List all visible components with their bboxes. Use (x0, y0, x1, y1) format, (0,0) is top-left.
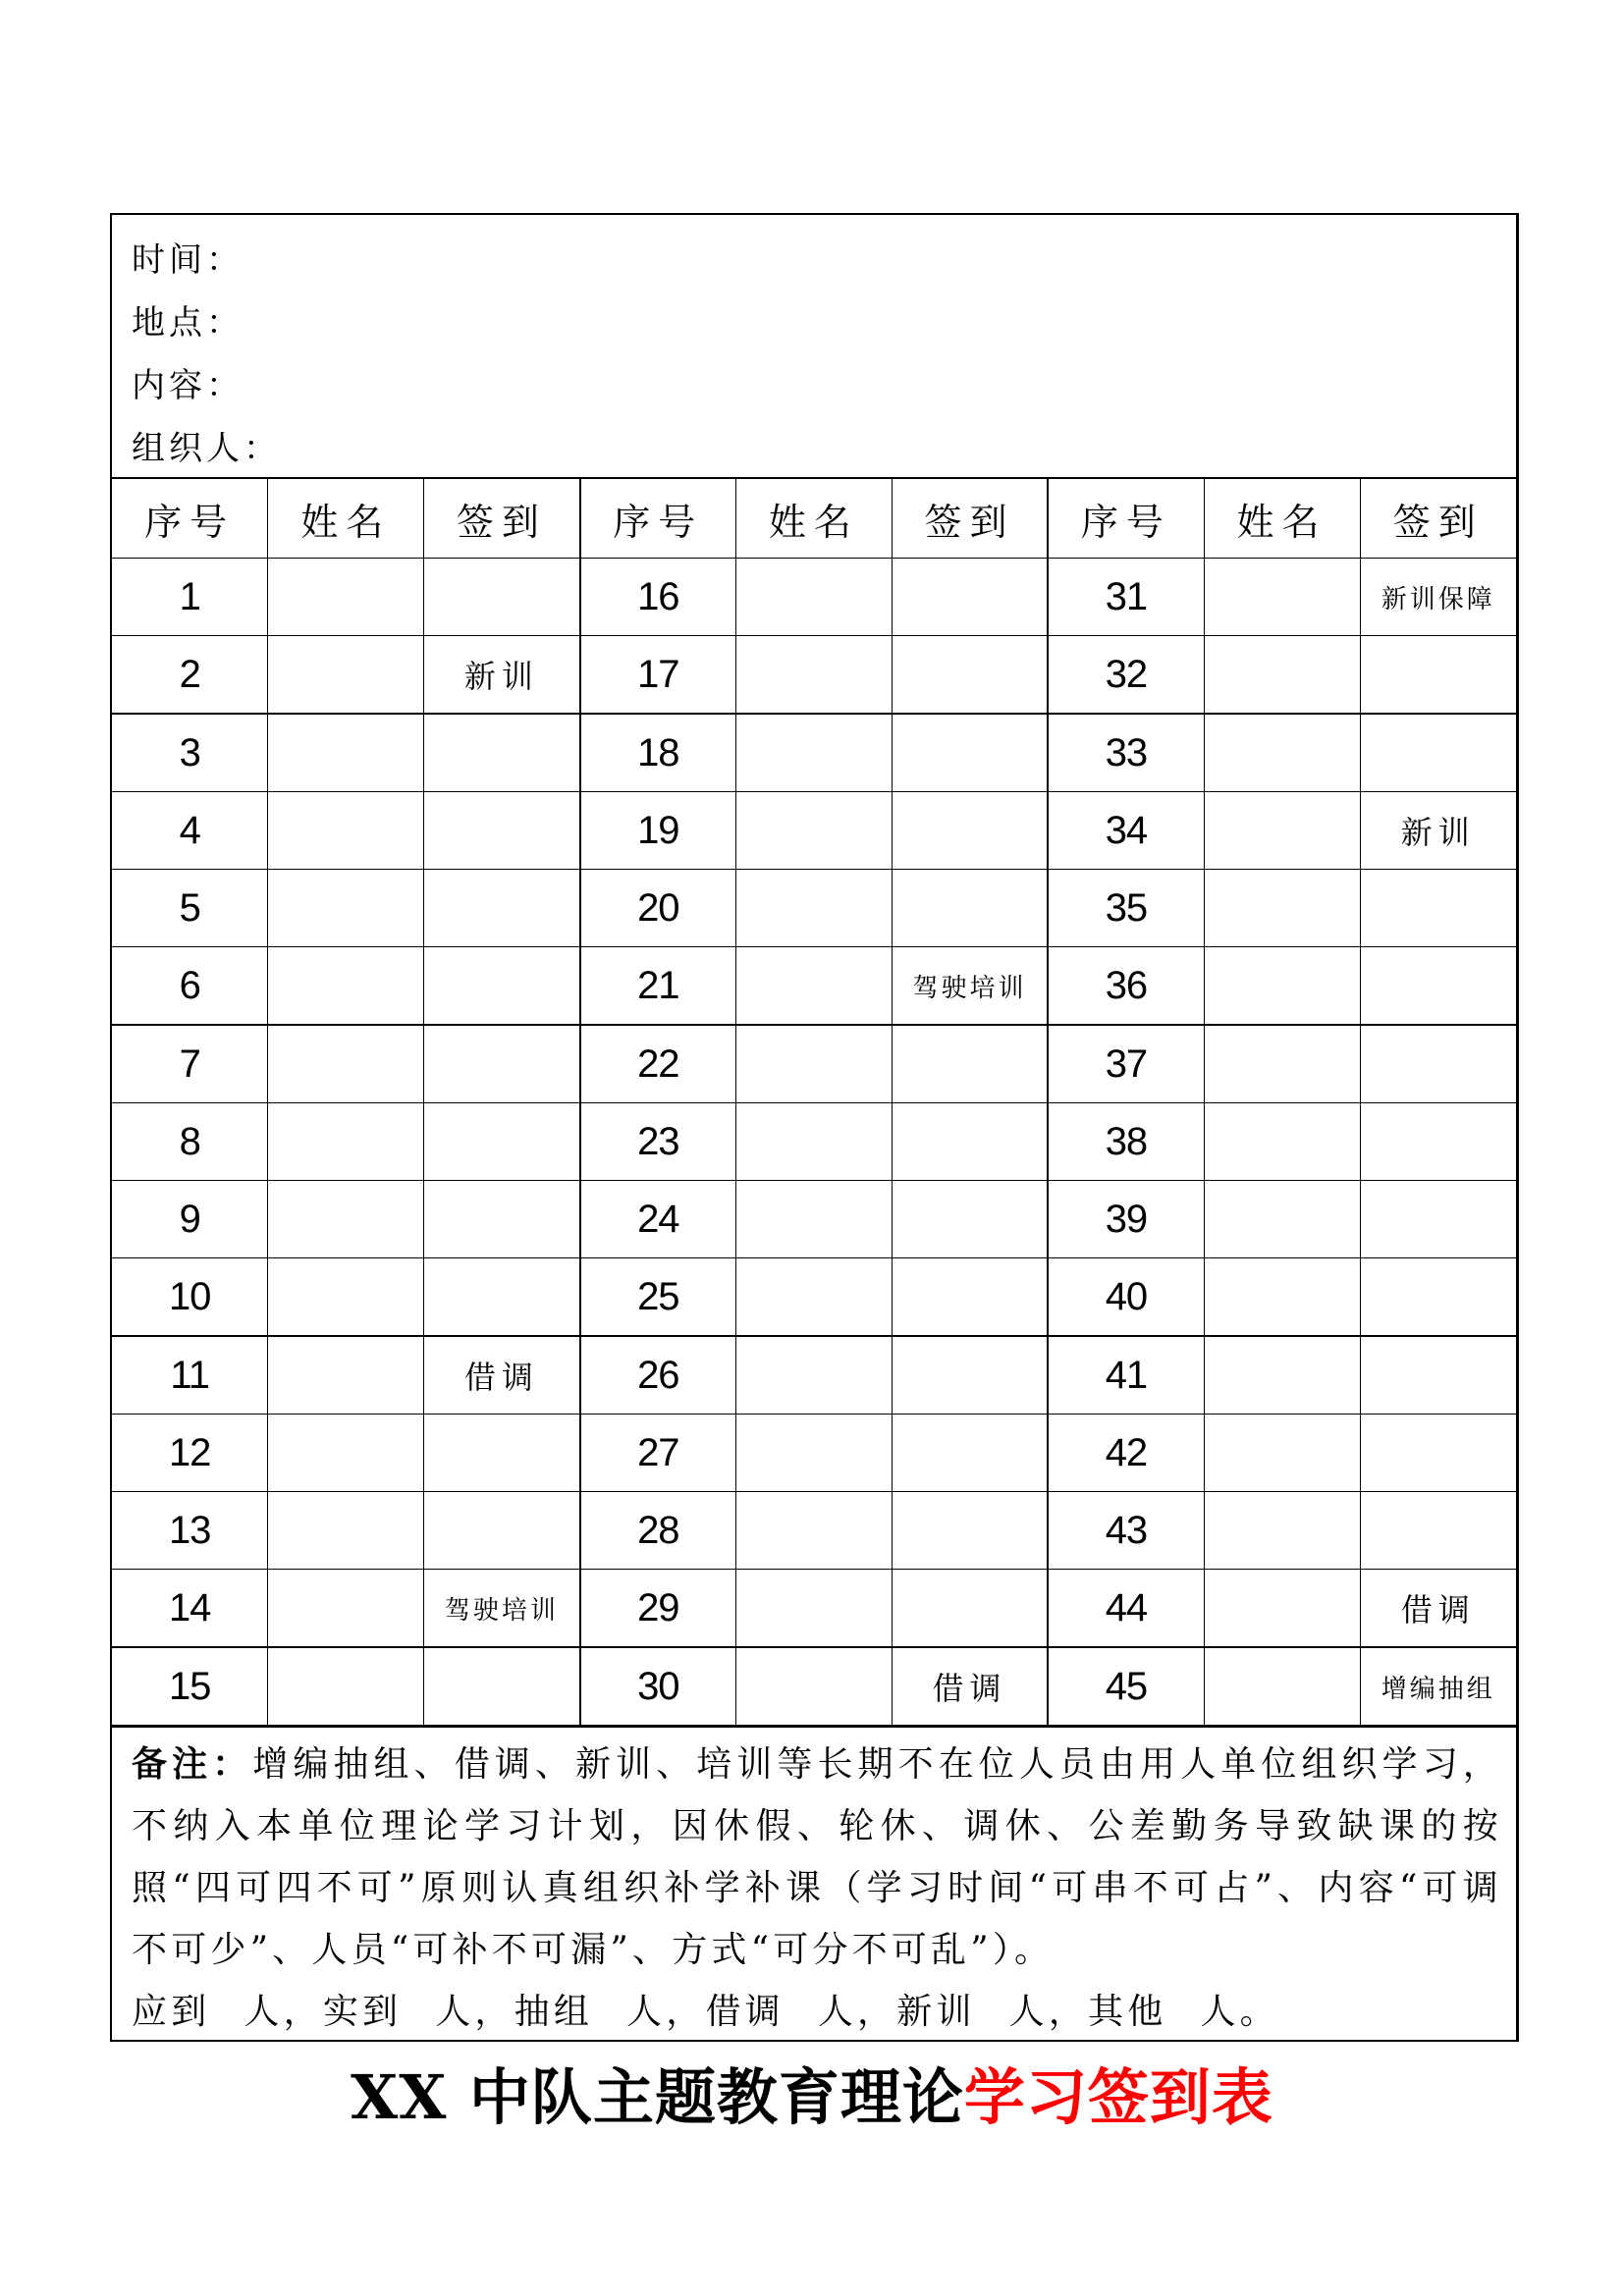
sign-cell[interactable] (424, 1258, 580, 1337)
sign-cell[interactable] (1360, 870, 1516, 947)
sign-cell[interactable]: 驾驶培训 (892, 947, 1048, 1026)
row-number-cell: 16 (580, 559, 736, 636)
name-cell[interactable] (268, 1336, 424, 1415)
table-row (112, 1415, 1516, 1492)
name-cell[interactable] (736, 792, 893, 870)
name-cell[interactable] (268, 870, 424, 947)
name-cell[interactable] (268, 1258, 424, 1337)
place-field[interactable]: 地点： (132, 303, 244, 343)
row-number-cell: 22 (580, 1025, 736, 1103)
row-number-cell: 19 (580, 792, 736, 870)
table-row (112, 1336, 1516, 1415)
table-row (112, 1570, 1516, 1648)
name-cell[interactable] (736, 559, 893, 636)
sign-cell[interactable] (892, 559, 1048, 636)
sign-cell[interactable] (1360, 1415, 1516, 1492)
row-number-cell: 31 (1048, 559, 1204, 636)
sign-cell[interactable] (424, 947, 580, 1026)
name-cell[interactable] (1204, 1025, 1360, 1103)
sign-cell[interactable]: 借调 (892, 1647, 1048, 1726)
name-cell[interactable] (1204, 1103, 1360, 1181)
row-number-cell: 27 (580, 1415, 736, 1492)
tally-label: 借调 (705, 1992, 785, 2032)
sign-cell[interactable] (892, 1492, 1048, 1570)
name-cell[interactable] (268, 1647, 424, 1726)
name-cell[interactable] (268, 636, 424, 715)
table-row (112, 1258, 1516, 1337)
page-title (0, 2054, 1624, 2142)
row-number-cell: 41 (1048, 1336, 1204, 1415)
name-cell[interactable] (736, 1258, 893, 1337)
sign-cell[interactable] (892, 792, 1048, 870)
header-name: 姓名 (268, 479, 424, 559)
sign-cell[interactable] (892, 636, 1048, 715)
row-number-cell: 40 (1048, 1258, 1204, 1337)
row-number-cell: 14 (112, 1570, 268, 1648)
tally-label: 应到 (132, 1992, 211, 2032)
table-row (112, 1647, 1516, 1726)
meeting-info (112, 215, 1516, 479)
name-cell[interactable] (268, 1181, 424, 1258)
sign-cell[interactable] (892, 870, 1048, 947)
name-cell[interactable] (736, 1647, 893, 1726)
row-number-cell: 24 (580, 1181, 736, 1258)
name-cell[interactable] (1204, 792, 1360, 870)
row-number-cell: 7 (112, 1025, 268, 1103)
row-number-cell: 45 (1048, 1647, 1204, 1726)
row-number-cell: 17 (580, 636, 736, 715)
row-number-cell: 23 (580, 1103, 736, 1181)
sign-cell[interactable]: 借调 (424, 1336, 580, 1415)
table-row (112, 1025, 1516, 1103)
sign-cell[interactable] (424, 1181, 580, 1258)
name-cell[interactable] (1204, 870, 1360, 947)
sign-cell[interactable]: 驾驶培训 (424, 1570, 580, 1648)
row-number-cell: 42 (1048, 1415, 1204, 1492)
name-cell[interactable] (268, 714, 424, 792)
row-number-cell: 44 (1048, 1570, 1204, 1648)
sign-cell[interactable]: 新训 (424, 636, 580, 715)
notes-text: 增编抽组、借调、新训、培训等长期不在位人员由用人单位组织学习，不纳入本单位理论学习计划，因休假、轮休、调休、公差勤务导致缺课的按照“四可四不可”原则认真组织补学补课（学习时间“可串不可占”、内容“可调不可少”、人员“可补不可漏”、方式“可分不可乱”）。 (132, 1744, 1503, 1970)
name-cell[interactable] (1204, 1181, 1360, 1258)
attendance-tally (132, 1992, 1279, 2032)
row-number-cell: 18 (580, 714, 736, 792)
tally-unit: 人， (817, 1992, 897, 2032)
row-number-cell: 35 (1048, 870, 1204, 947)
name-cell[interactable] (736, 870, 893, 947)
notes-section (112, 1726, 1516, 2040)
table-row (112, 559, 1516, 636)
name-cell[interactable] (736, 1103, 893, 1181)
sign-cell[interactable] (424, 1103, 580, 1181)
sign-cell[interactable] (892, 1415, 1048, 1492)
time-field[interactable]: 时间： (132, 240, 244, 280)
table-row (112, 947, 1516, 1026)
sign-cell[interactable] (1360, 1336, 1516, 1415)
row-number-cell: 21 (580, 947, 736, 1026)
row-number-cell: 12 (112, 1415, 268, 1492)
tally-unit: 人。 (1200, 1992, 1279, 2032)
row-number-cell: 39 (1048, 1181, 1204, 1258)
table-row (112, 1103, 1516, 1181)
row-number-cell: 28 (580, 1492, 736, 1570)
sign-cell[interactable] (1360, 947, 1516, 1026)
sign-cell[interactable] (424, 1415, 580, 1492)
row-number-cell: 5 (112, 870, 268, 947)
row-number-cell: 9 (112, 1181, 268, 1258)
row-number-cell: 2 (112, 636, 268, 715)
name-cell[interactable] (1204, 636, 1360, 715)
row-number-cell: 34 (1048, 792, 1204, 870)
table-row (112, 1181, 1516, 1258)
title-red-part: 学习签到表 (963, 2061, 1273, 2133)
name-cell[interactable] (736, 1570, 893, 1648)
table-row (112, 1492, 1516, 1570)
name-cell[interactable] (1204, 1570, 1360, 1648)
sign-cell[interactable] (1360, 1258, 1516, 1337)
sign-cell[interactable] (892, 1258, 1048, 1337)
table-row (112, 714, 1516, 792)
sign-cell[interactable] (424, 870, 580, 947)
tally-unit: 人， (1008, 1992, 1089, 2032)
tally-label: 抽组 (514, 1992, 594, 2032)
tally-label: 实到 (322, 1992, 403, 2032)
sign-cell[interactable]: 增编抽组 (1360, 1647, 1516, 1726)
sign-in-sheet (110, 213, 1519, 2042)
name-cell[interactable] (268, 1492, 424, 1570)
tally-unit: 人， (244, 1992, 323, 2032)
sign-cell[interactable] (424, 559, 580, 636)
name-cell[interactable] (1204, 1415, 1360, 1492)
organizer-field[interactable]: 组织人： (132, 429, 281, 468)
name-cell[interactable] (736, 1415, 893, 1492)
sign-cell[interactable] (892, 1570, 1048, 1648)
row-number-cell: 11 (112, 1336, 268, 1415)
name-cell[interactable] (268, 1570, 424, 1648)
tally-unit: 人， (626, 1992, 706, 2032)
sign-cell[interactable] (1360, 1492, 1516, 1570)
table-row (112, 636, 1516, 715)
name-cell[interactable] (736, 714, 893, 792)
sign-cell[interactable] (424, 1647, 580, 1726)
row-number-cell: 20 (580, 870, 736, 947)
name-cell[interactable] (736, 636, 893, 715)
sign-cell[interactable] (892, 1181, 1048, 1258)
row-number-cell: 37 (1048, 1025, 1204, 1103)
header-number: 序号 (112, 479, 268, 559)
name-cell[interactable] (268, 559, 424, 636)
name-cell[interactable] (1204, 1336, 1360, 1415)
sign-cell[interactable] (424, 792, 580, 870)
sign-cell[interactable] (424, 1025, 580, 1103)
table-row (112, 870, 1516, 947)
name-cell[interactable] (736, 1336, 893, 1415)
header-sign: 签到 (892, 479, 1048, 559)
row-number-cell: 26 (580, 1336, 736, 1415)
content-field[interactable]: 内容： (132, 366, 244, 405)
table-row (112, 792, 1516, 870)
sign-cell[interactable] (424, 1492, 580, 1570)
row-number-cell: 29 (580, 1570, 736, 1648)
name-cell[interactable] (1204, 559, 1360, 636)
sign-cell[interactable] (424, 714, 580, 792)
row-number-cell: 38 (1048, 1103, 1204, 1181)
sign-cell[interactable] (892, 1103, 1048, 1181)
name-cell[interactable] (268, 792, 424, 870)
tally-unit: 人， (435, 1992, 514, 2032)
row-number-cell: 15 (112, 1647, 268, 1726)
row-number-cell: 32 (1048, 636, 1204, 715)
sign-cell[interactable] (1360, 636, 1516, 715)
title-black-part: XX 中队主题教育理论 (351, 2061, 964, 2133)
name-cell[interactable] (1204, 947, 1360, 1026)
row-number-cell: 6 (112, 947, 268, 1026)
sign-cell[interactable]: 借调 (1360, 1570, 1516, 1648)
attendance-table (112, 479, 1516, 1726)
header-number: 序号 (580, 479, 736, 559)
row-number-cell: 25 (580, 1258, 736, 1337)
name-cell[interactable] (1204, 1492, 1360, 1570)
notes-label: 备注： (132, 1743, 253, 1785)
sign-cell[interactable] (892, 1336, 1048, 1415)
sign-cell[interactable] (1360, 1181, 1516, 1258)
name-cell[interactable] (736, 947, 893, 1026)
row-number-cell: 1 (112, 559, 268, 636)
sign-cell[interactable] (892, 1025, 1048, 1103)
row-number-cell: 4 (112, 792, 268, 870)
name-cell[interactable] (736, 1492, 893, 1570)
header-sign: 签到 (424, 479, 580, 559)
name-cell[interactable] (268, 1025, 424, 1103)
row-number-cell: 3 (112, 714, 268, 792)
row-number-cell: 33 (1048, 714, 1204, 792)
header-sign: 签到 (1360, 479, 1516, 559)
name-cell[interactable] (268, 947, 424, 1026)
sign-cell[interactable] (892, 714, 1048, 792)
name-cell[interactable] (268, 1415, 424, 1492)
name-cell[interactable] (268, 1103, 424, 1181)
row-number-cell: 43 (1048, 1492, 1204, 1570)
sign-cell[interactable] (1360, 1025, 1516, 1103)
row-number-cell: 13 (112, 1492, 268, 1570)
tally-label: 其他 (1088, 1992, 1167, 2032)
header-name: 姓名 (1204, 479, 1360, 559)
header-name: 姓名 (736, 479, 893, 559)
header-number: 序号 (1048, 479, 1204, 559)
row-number-cell: 30 (580, 1647, 736, 1726)
row-number-cell: 8 (112, 1103, 268, 1181)
table-header-row (112, 479, 1516, 559)
sign-cell[interactable]: 新训 (1360, 792, 1516, 870)
name-cell[interactable] (1204, 1647, 1360, 1726)
name-cell[interactable] (736, 1181, 893, 1258)
name-cell[interactable] (1204, 1258, 1360, 1337)
sign-cell[interactable] (1360, 714, 1516, 792)
name-cell[interactable] (736, 1025, 893, 1103)
name-cell[interactable] (1204, 714, 1360, 792)
sign-cell[interactable]: 新训保障 (1360, 559, 1516, 636)
tally-label: 新训 (896, 1992, 976, 2032)
sign-cell[interactable] (1360, 1103, 1516, 1181)
row-number-cell: 36 (1048, 947, 1204, 1026)
row-number-cell: 10 (112, 1258, 268, 1337)
